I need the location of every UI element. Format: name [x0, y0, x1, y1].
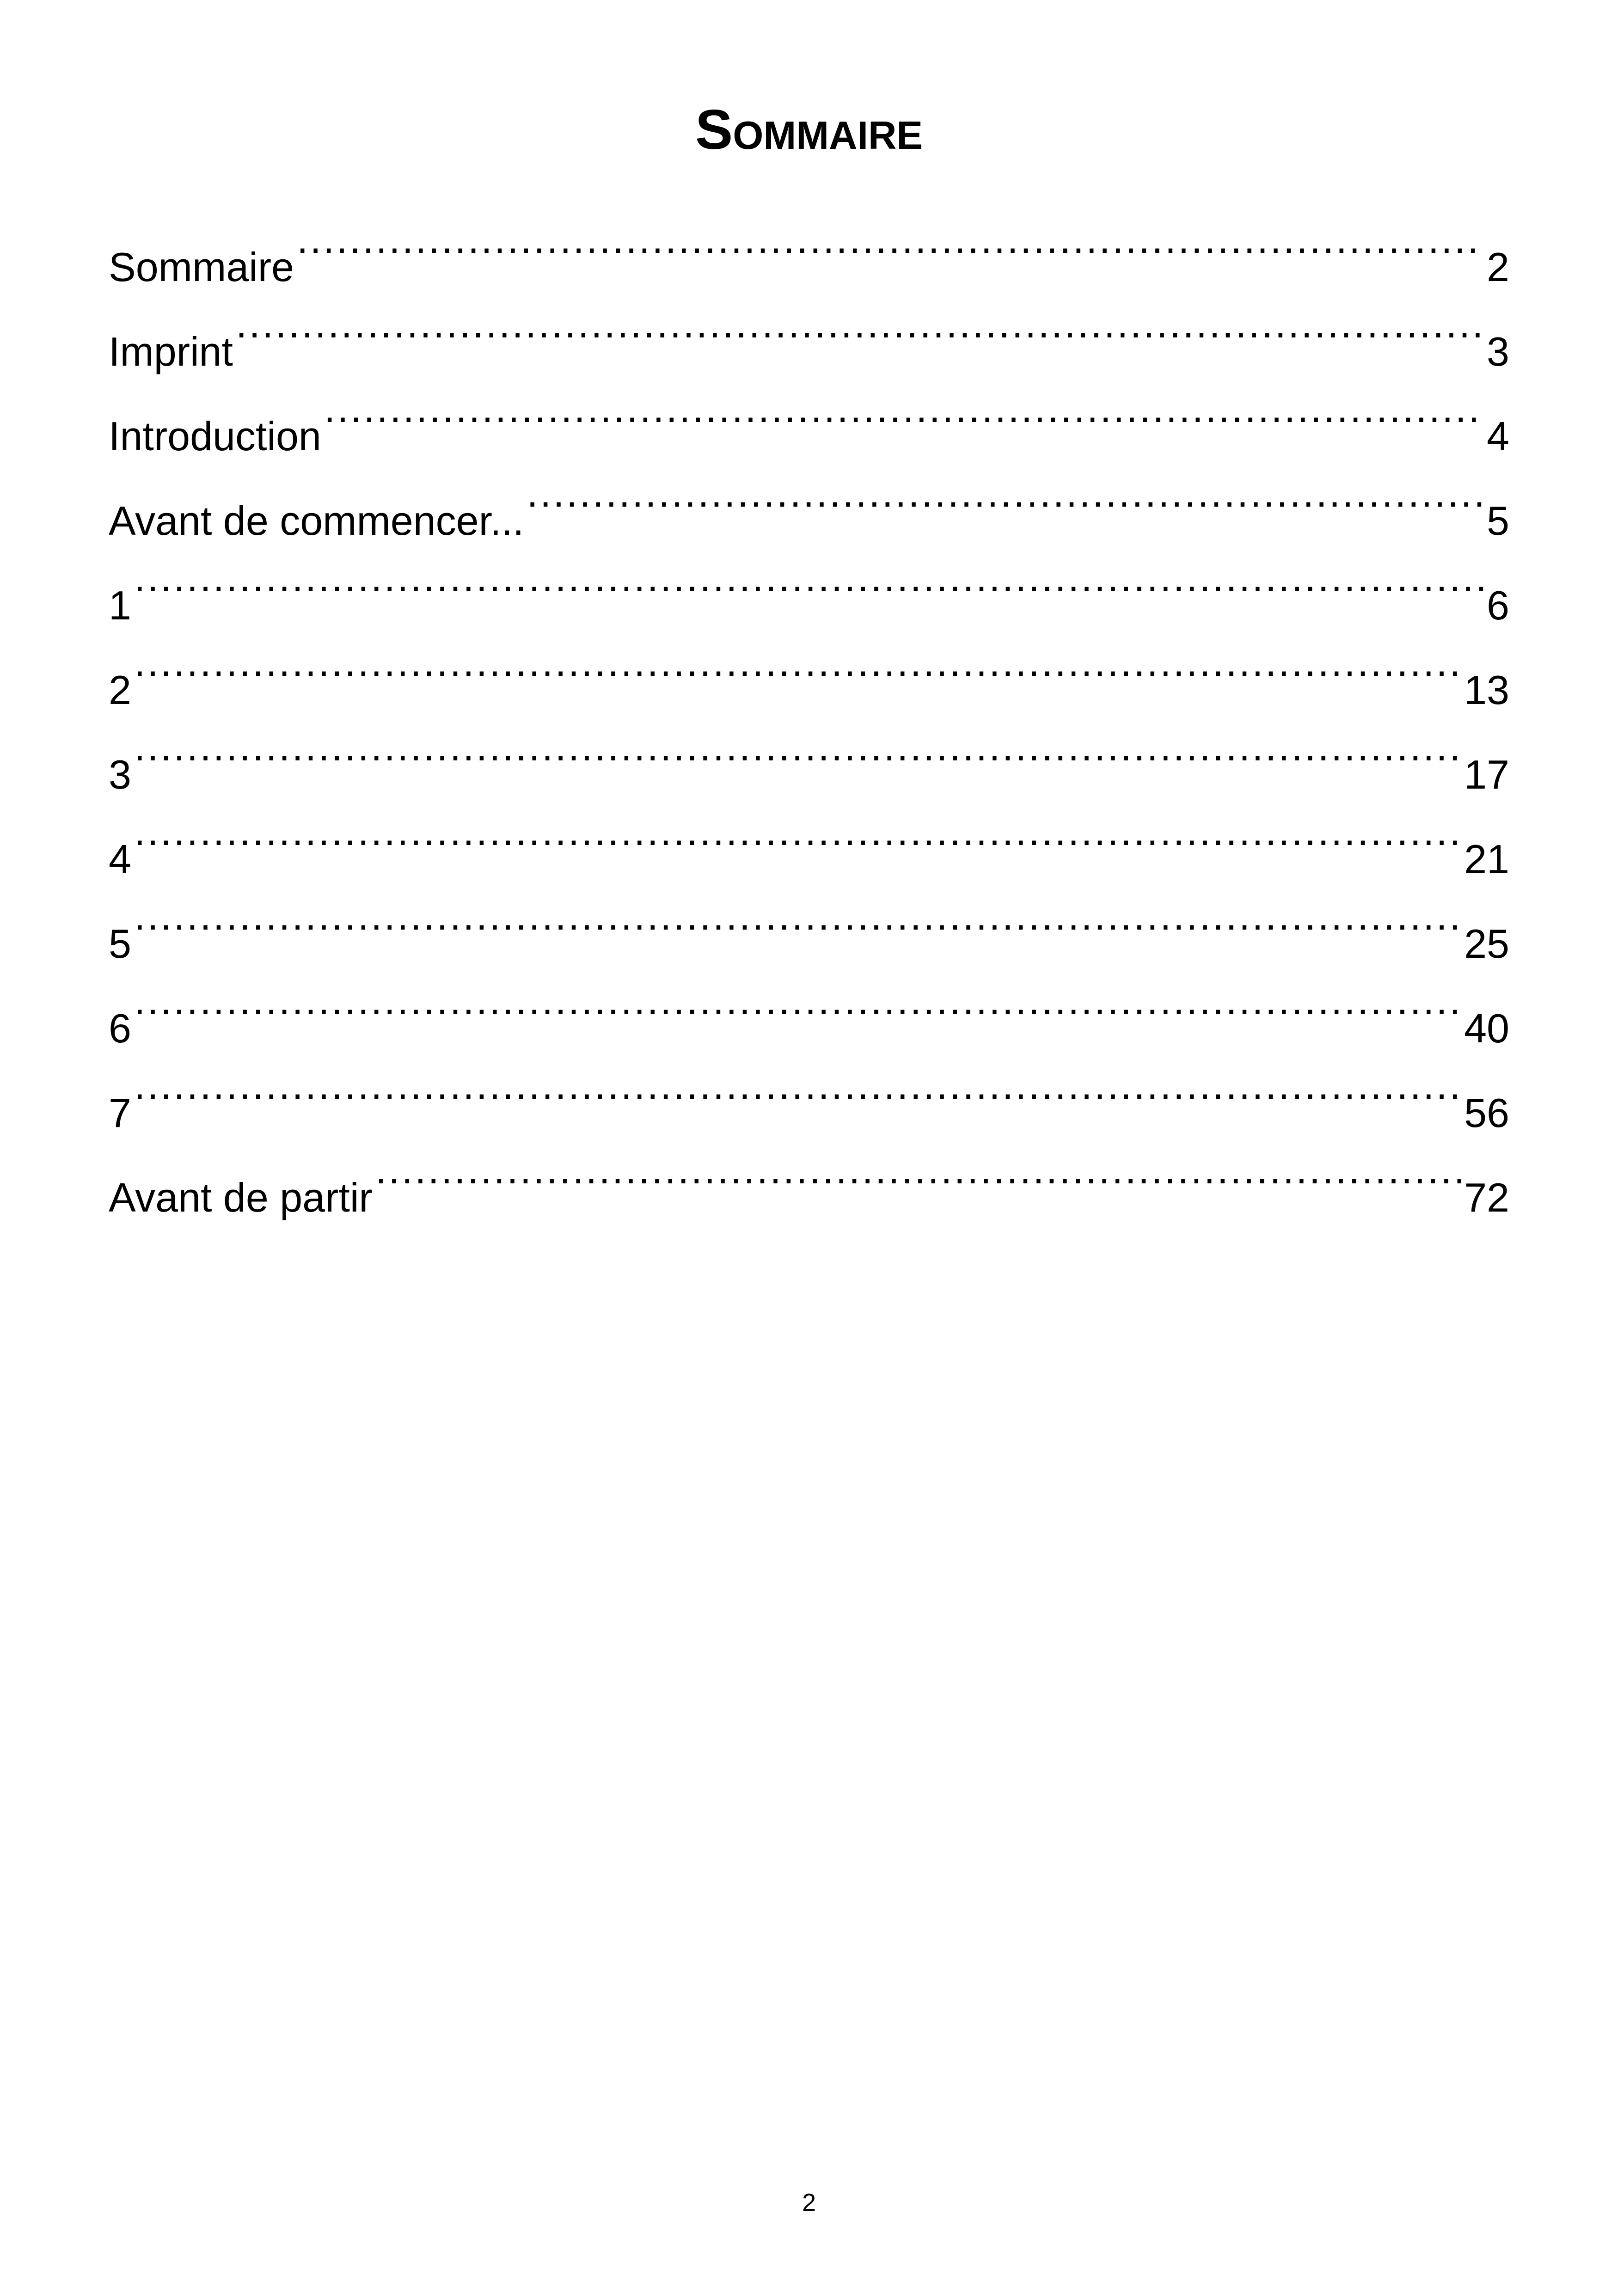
toc-entry-page: 13: [1464, 667, 1509, 713]
toc-entry[interactable]: [109, 281, 1509, 374]
toc-dot-leader: [134, 535, 1484, 619]
toc-dot-leader: [134, 619, 1461, 704]
toc-entry-page: 4: [1487, 413, 1509, 459]
toc-entry-page: 6: [1487, 582, 1509, 628]
toc-entry-label: Avant de commencer...: [109, 498, 524, 544]
toc-dot-leader: [134, 958, 1461, 1042]
toc-entry-page: 17: [1464, 752, 1509, 797]
toc-entry-page: 21: [1464, 836, 1509, 882]
toc-dot-leader: [297, 196, 1484, 281]
page-number: 2: [802, 2189, 816, 2216]
toc-entry-page: 40: [1464, 1005, 1509, 1051]
toc-entry[interactable]: [109, 958, 1509, 1051]
toc-entry-label: Avant de partir: [109, 1175, 373, 1220]
toc-entry[interactable]: [109, 1127, 1509, 1220]
toc-entry-label: 3: [109, 752, 131, 797]
toc-entry-label: 7: [109, 1090, 131, 1136]
toc-entry-page: 5: [1487, 498, 1509, 544]
toc-entry-label: 1: [109, 582, 131, 628]
toc-dot-leader: [527, 450, 1484, 535]
toc-entry[interactable]: [109, 789, 1509, 882]
toc-entry[interactable]: [109, 535, 1509, 628]
toc-entry-page: 2: [1487, 244, 1509, 290]
toc-dot-leader: [134, 873, 1461, 958]
toc-entry-page: 56: [1464, 1090, 1509, 1136]
toc-entry-page: 72: [1464, 1175, 1509, 1220]
toc-entry[interactable]: [109, 619, 1509, 713]
toc-entry[interactable]: [109, 1042, 1509, 1136]
toc-dot-leader: [134, 704, 1461, 789]
toc-entry[interactable]: [109, 704, 1509, 797]
toc-dot-leader: [134, 789, 1461, 873]
toc-entry-label: Sommaire: [109, 244, 294, 290]
page-title: Sommaire: [695, 98, 923, 161]
toc-dot-leader: [236, 281, 1484, 366]
toc-entry-label: 6: [109, 1005, 131, 1051]
toc-entry-label: 5: [109, 921, 131, 967]
toc-dot-leader: [134, 1042, 1461, 1127]
toc-entry[interactable]: [109, 873, 1509, 967]
toc-entry-page: 3: [1487, 329, 1509, 374]
toc-dot-leader: [324, 366, 1484, 450]
toc-entry-label: 2: [109, 667, 131, 713]
toc-entry[interactable]: [109, 366, 1509, 459]
toc-dot-leader: [375, 1127, 1461, 1212]
toc-entry-label: Introduction: [109, 413, 321, 459]
table-of-contents: [109, 196, 1509, 1220]
toc-entry-page: 25: [1464, 921, 1509, 967]
toc-entry-label: 4: [109, 836, 131, 882]
toc-entry-label: Imprint: [109, 329, 233, 374]
toc-entry[interactable]: [109, 196, 1509, 290]
